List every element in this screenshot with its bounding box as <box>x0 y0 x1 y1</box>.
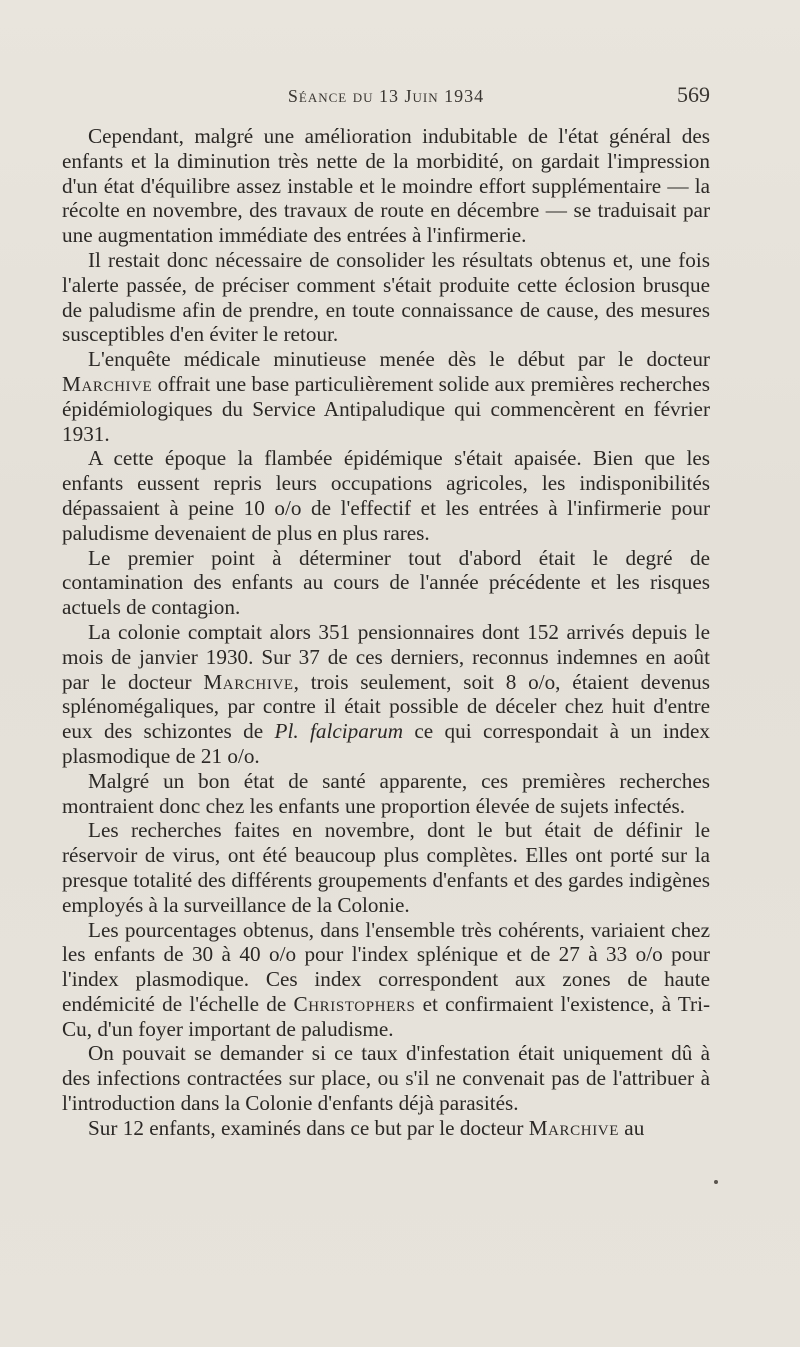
running-head: Séance du 13 Juin 1934 <box>287 86 485 106</box>
paragraph-11-text-b: au <box>624 1115 645 1140</box>
paragraph-9-text-a: Les pourcentages obtenus, dans l'ensemble très cohérents, variaient chez les enfants de 30 à 40 o/o pour l'index splénique et de 27 à 33 o/o pour l'index plasmodique. Ces index correspondent aux zones de haute endémicité de l'échelle de <box>62 917 710 1016</box>
paragraph-1: Cependant, malgré une amélioration indubitable de l'état général des enfants et la diminution très nette de la morbidité, on gardait l'impression d'un état d'équilibre assez instable et le moindre effort supplémentaire — la récolte en novembre, des travaux de route en décembre — se traduisait par une augmentation immédiate des entrées à l'infirmerie. <box>62 124 710 248</box>
body-text <box>62 124 710 1141</box>
paragraph-6-text-c: ce qui correspondait à un index plasmodique de 21 o/o. <box>62 719 710 768</box>
page-number: 569 <box>677 82 710 107</box>
paragraph-3-text-a: L'enquête médicale minutieuse menée dès le début par le docteur <box>88 347 710 372</box>
paragraph-9 <box>62 918 710 1042</box>
paragraph-3-text-b: offrait une base particulièrement solide aux premières recherches épidémiologiques du Service Antipaludique qui commencèrent en février 1931. <box>62 371 711 446</box>
author-name-marchive: Marchive <box>528 1115 619 1140</box>
paragraph-9-text-b: et confirmaient l'existence, à Tri-Cu, d'un foyer important de paludisme. <box>62 991 711 1041</box>
paragraph-5: Le premier point à déterminer tout d'abord était le degré de contamination des enfants au cours de l'année précédente et les risques actuels de contagion. <box>62 545 710 620</box>
paragraph-8: Les recherches faites en novembre, dont le but était de définir le réservoir de virus, ont été beaucoup plus complètes. Elles ont porté sur la presque totalité des différents groupements d'enfants et des gardes indigènes employés à la surveillance de la Colonie. <box>62 818 710 917</box>
author-name-christophers: Christophers <box>293 991 416 1016</box>
paragraph-6-text-a: La colonie comptait alors 351 pensionnaires dont 152 arrivés depuis le mois de janvier 1930. Sur 37 de ces derniers, reconnus indemnes en août par le docteur <box>62 619 710 694</box>
paragraph-11-text-a: Sur 12 enfants, examinés dans ce but par le docteur <box>88 1115 524 1140</box>
author-name-marchive: Marchive <box>62 371 153 396</box>
species-name: Pl. falciparum <box>274 719 403 744</box>
author-name-marchive: Marchive <box>203 669 294 694</box>
paragraph-4: A cette époque la flambée épidémique s'était apaisée. Bien que les enfants eussent repris leurs occupations agricoles, les indisponibilités dépassaient à peine 10 o/o de l'effectif et les entrées à l'infirmerie pour paludisme devenaient de plus en plus rares. <box>62 446 710 545</box>
paragraph-7: Malgré un bon état de santé apparente, ces premières recherches montraient donc chez les enfants une proportion élevée de sujets infectés. <box>62 768 710 818</box>
paragraph-3 <box>62 347 710 446</box>
paragraph-6-text-b: , trois seulement, soit 8 o/o, étaient devenus splénomégaliques, par contre il était possible de déceler chez huit d'entre eux des schizontes de <box>62 669 710 744</box>
paragraph-6 <box>62 620 710 769</box>
ink-speck <box>714 1180 718 1184</box>
paragraph-10: On pouvait se demander si ce taux d'infestation était uniquement dû à des infections contractées sur place, ou s'il ne convenait pas de l'attribuer à l'introduction dans la Colonie d'enfants déjà parasités. <box>62 1041 710 1116</box>
page-header <box>62 82 710 112</box>
paragraph-2: Il restait donc nécessaire de consolider les résultats obtenus et, une fois l'alerte passée, de préciser comment s'était produite cette éclosion brusque de paludisme afin de prendre, en toute connaissance de cause, des mesures susceptibles d'en éviter le retour. <box>62 247 710 347</box>
paragraph-11 <box>62 1116 710 1141</box>
